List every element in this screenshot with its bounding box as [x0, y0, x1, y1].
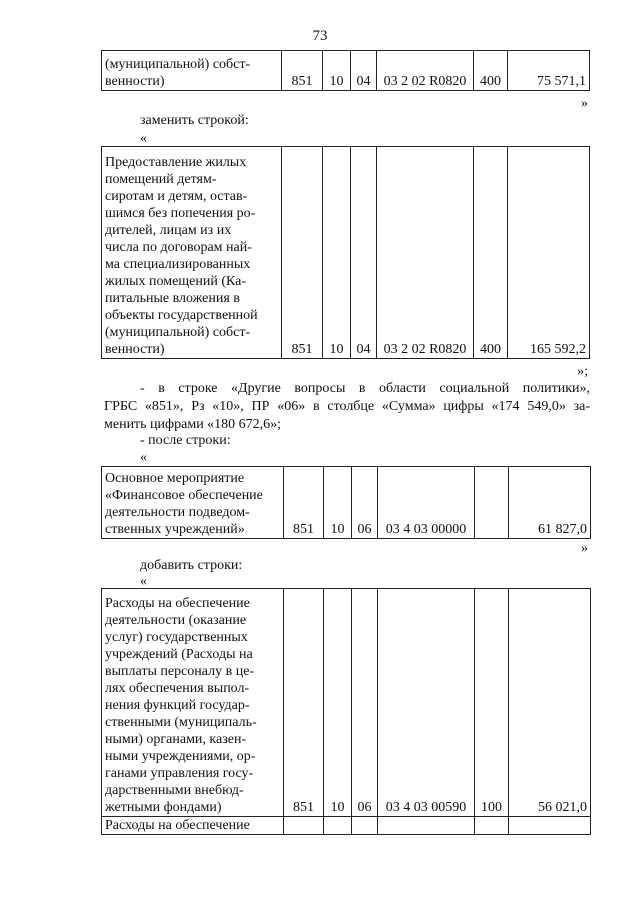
csr-cell: 03 4 03 00590: [378, 589, 475, 817]
paragraph-line: ГРБС «851», Рз «10», ПР «06» в столбце «Сумма» цифры «174 549,0» за-: [104, 399, 590, 414]
add-label: добавить строки:: [140, 558, 243, 573]
sum-cell: 61 827,0: [509, 467, 591, 539]
row-description: Предоставление жилых помещений детям- сиротам и детям, остав- шимся без попечения ро- дителей, лицам из их числа по договорам най- ма специализированных жилых помещений (Ка- питальные вложения в объекты государственной (муниципальной) собст- венности): [102, 147, 282, 359]
budget-table-fragment-old: [101, 50, 590, 91]
table-row: [102, 589, 591, 817]
row-description: Расходы на обеспечение деятельности (оказание услуг) государственных учреждений (Расходы на выплаты персоналу в це- лях обеспечения выпол- нения функций государ- ственными (муниципаль- ными) органами, казен- ными учреждениями, ор- ганами управления госу- дарственными внебюд- жетными фондами): [102, 589, 284, 817]
pr-cell: 06: [352, 467, 378, 539]
paragraph-line: - в строке «Другие вопросы в области социальной политики»,: [140, 381, 590, 396]
row-description: Основное мероприятие «Финансовое обеспечение деятельности подведом- ственных учреждений»: [102, 467, 284, 539]
budget-table-fragment-new: [101, 146, 590, 359]
opening-quote: «: [140, 131, 147, 146]
after-label: - после строки:: [140, 433, 231, 448]
row-description: (муниципальной) собст- венности): [102, 51, 282, 91]
budget-table-fragment-after: [101, 466, 591, 539]
vr-cell: 400: [474, 147, 508, 359]
table-row: [102, 51, 590, 91]
sum-cell: 56 021,0: [509, 589, 591, 817]
vr-cell: 400: [474, 51, 508, 91]
table-row: [102, 147, 590, 359]
closing-quote: »: [581, 96, 588, 111]
vr-cell: [475, 467, 509, 539]
csr-cell: 03 2 02 R0820: [377, 147, 474, 359]
budget-table-fragment-added: [101, 588, 591, 835]
closing-quote: »: [581, 541, 588, 556]
opening-quote: «: [140, 574, 147, 589]
rz-cell: 10: [324, 467, 352, 539]
vr-cell: [475, 817, 509, 835]
grbs-cell: [284, 817, 324, 835]
sum-cell: 75 571,1: [508, 51, 590, 91]
paragraph-line: менить цифрами «180 672,6»;: [104, 417, 282, 432]
table-row: [102, 817, 591, 835]
grbs-cell: 851: [284, 467, 324, 539]
grbs-cell: 851: [282, 147, 323, 359]
page-number: 73: [312, 28, 328, 44]
pr-cell: [352, 817, 378, 835]
csr-cell: 03 2 02 R0820: [377, 51, 474, 91]
sum-cell: 165 592,2: [508, 147, 590, 359]
sum-cell: [509, 817, 591, 835]
rz-cell: 10: [323, 147, 351, 359]
vr-cell: 100: [475, 589, 509, 817]
table-row: [102, 467, 591, 539]
opening-quote: «: [140, 450, 147, 465]
rz-cell: 10: [324, 589, 352, 817]
csr-cell: 03 4 03 00000: [378, 467, 475, 539]
row-description: Расходы на обеспечение: [102, 817, 284, 835]
rz-cell: [324, 817, 352, 835]
csr-cell: [378, 817, 475, 835]
replace-label: заменить строкой:: [140, 113, 249, 128]
pr-cell: 04: [351, 147, 377, 359]
pr-cell: 06: [352, 589, 378, 817]
rz-cell: 10: [323, 51, 351, 91]
closing-quote: »;: [577, 364, 588, 379]
pr-cell: 04: [351, 51, 377, 91]
grbs-cell: 851: [284, 589, 324, 817]
grbs-cell: 851: [282, 51, 323, 91]
